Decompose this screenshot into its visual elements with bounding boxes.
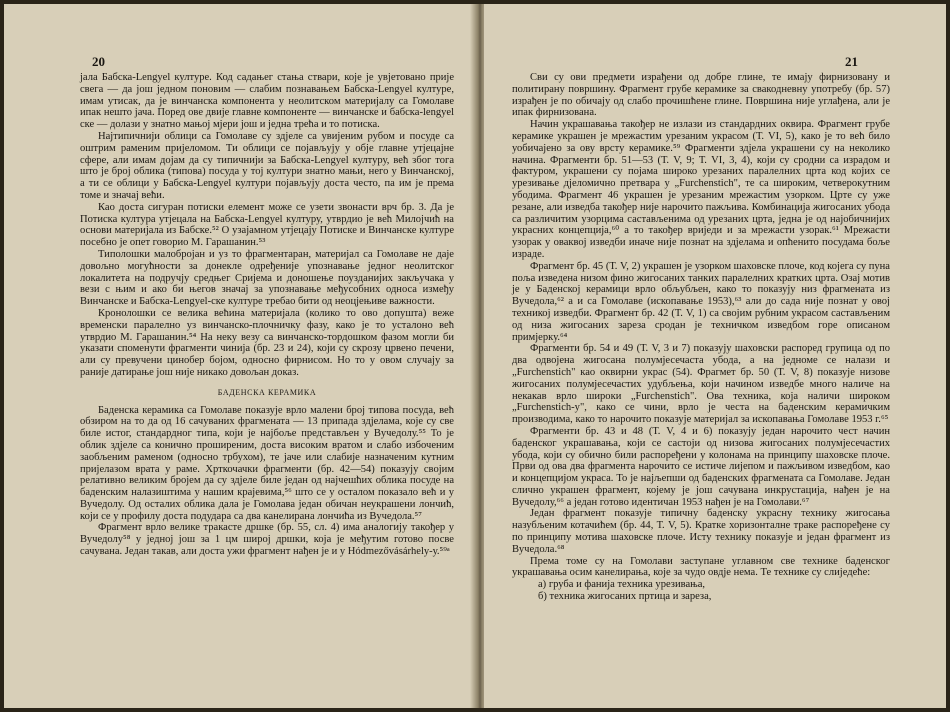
paragraph: Фрагменти бр. 54 и 49 (Т. V, 3 и 7) показују шаховски распоред групица од по два одвојена жигосана полумјесечаста убода, а на једноме се налази и „Furchenstich" као оквирни украс (54). Фрагмет бр. 50 (Т. V, 8) показује низове жигосаних полумјесечастих удубљења, који начином изведбе много наличе на некакав врло широки „Furchenstich". Ова техника, која наличи широком „Furchenstich-у", како се чини, врло је честа на баденским керамичким производима, како то нарочито показује материјал за ископавања Гомолаве 1953 г.⁶⁵ [512, 343, 890, 426]
left-page-text [80, 72, 454, 558]
list-item: а) груба и фанија техника урезивања, [538, 579, 706, 591]
paragraph: Фрагменти бр. 43 и 48 (Т. V, 4 и 6) показују један нарочито чест начин баденског украшавања, који се састоји од низова жигосаних полумјесечастих убода, који су обично били распоређени у колонама на принципу шаховске плоче. Први од ова два фрагмента нарочито се истиче лијепом и пажљивом изведбом, као и концепцијом украса. То је најљепши од баденских фрагмената са Гомолаве. Један слично украшен фрагмент, којему је још сачувана инкрустација, нађен је на Вучедолу,⁶⁶ а један готово идентичан 1953 нађен је на Гомолави.⁶⁷ [512, 425, 890, 508]
list-item: б) техника жигосаних пртица и зареза, [538, 591, 712, 603]
paragraph: Најтипичнији облици са Гомолаве су здјеле са увијеним рубом и посуде са оштрим раменим пријеломом. Ти облици се појављују у обје главне утјецајне сфере, али имам дојам да су типичнији за Бабска-Lengyel културу, већ због тога што је број облика (типова) посуда у тој култури знатно мањи, него у Винчанској, а ти се облици у Бабска-Lengyel култури појављују доста често, па им је према томе и значај већи. [80, 130, 454, 201]
paragraph: Фрагмент бр. 45 (Т. V, 2) украшен је узорком шаховске плоче, код којега су пуна поља изведена низом фино жигосаних танких паралелних кратких црта. Озај мотив је у Баденској керамици врло обљубљен, како то показују низ фрагмената из Вучедола,⁶² а и са Гомолаве (ископавање 1953),⁶³ али до сада није познат у овој техникој изведби. Фрагмент бр. 42 (Т. V, 1) са својим рубним украсом састављеним од низа жигосаних зареза сродан је техничком изведбом горе описаном примјерку.⁶⁴ [512, 260, 890, 343]
paragraph: Типолошки малобројан и уз то фрагментаран, материјал са Гомолаве не даје довољно могућности за донекле одређеније упознавање једног неолитског локалитета на подручју средњег Сријема и доношење поузданијих закључака у вези с њим и ако би његов значај за упознавање међусобних односа између Винчанске и Бабска-Lengyel-ске културе требао бити од неоцјењиве важности. [80, 248, 454, 308]
paragraph: Начин украшавања такођер не излази из стандардних оквира. Фрагмент грубе керамике украшен је мрежастим урезаним украсом (Т. VI, 5), како је то већ било уобичајено за ову врсту керамике.⁵⁹ Фрагменти здјела украшени су на неколико начина. Фрагменти бр. 51—53 (Т. V, 9; Т. VI, 3, 4), који су сродни са израдом и фактуром, украшени су појама широко урезаних паралелних црта код којих се урезивање дјеломично претвара у „Furchenstich", те са широким, четверокутним убодима. Фрагмент 46 украшен је урезаним мрежастим узорком. Црте су уже резане, али изведба такођер није нарочито пажљива. Комбинација жигосаних убода са различитим узорцима састављенима од урезаних црта, једна је од најобичнијих украсних концепција,⁶⁰ а то такођер вриједи и за мрежасти узорак.⁶¹ Мрежасти узорак у оваквој изведби иначе није познат на здјелама и опћенито посудама боље израде. [512, 119, 890, 260]
paragraph: Баденска керамика са Гомолаве показује врло малени број типова посуда, већ обзиром на то да од 16 сачуваних фрагмената — 13 припада здјелама, које су све биле истог, стандардног типа, који је најбоље представљен у Вучедолу.⁵⁵ То је облик здјеле са конично проширеним, доста високим вратом и слабо избоченим заобљеним раменом (односно трбухом), те јаче или слабије назначеним кутним пријелазом врата у раме. Хрткочачки фрагменти (бр. 42—54) показују својим релативно великим бројем да су здјеле биле један од најчешћих облика посуде на баденским налазиштима у нашим крајевима,⁵⁶ што се у осталом показало већ и у Вучедолу. Од осталих облика дала је Гомолава један обичан неукрашени лончић, који се у профилу доста подудара са два канелирана лончића из Вучедола.⁵⁷ [80, 404, 454, 522]
left-page [4, 4, 476, 708]
right-page [484, 4, 946, 708]
paragraph: Један фрагмент показује типичну баденску украсну технику жигосања назубљеним котачићем (бр. 44, Т. V, 5). Кратке хоризонталне траке распоређене су по принципу мотива шаховске плоче. Исту технику показује и један фрагмент из Вучедола.⁶⁸ [512, 508, 890, 555]
page-number-right: 21 [845, 54, 858, 69]
paragraph: Као доста сигуран потиски елемент може се узети звонасти врч бр. 3. Да је Потиска култура утјецала на Бабска-Lengyel културу, утврдио је већ Милојчић на основи материјала из Бабске.⁵² О узајамном утјецају Потиске и Винчанске културе посебно је опет говорио М. Гарашанин.⁵³ [80, 201, 454, 249]
paragraph: Према томе су на Гомолави заступане углавном све технике баденског украшавања осим канелирања, које за чудо овдје нема. Те технике су слиједеће: [512, 555, 890, 579]
right-page-text [512, 72, 890, 603]
paragraph: Фрагмент врло велике тракасте дршке (бр. 55, сл. 4) има аналогију такођер у Вучедолу⁵⁸ у једној још за 1 цм ширoj дршки, која је међутим готово посве сачувана. Један такав, али доста ужи фрагмент нађен је и у Hódmezővásárhely-у.⁵⁹ᵃ [80, 522, 454, 558]
paragraph: јала Бабска-Lengyel културе. Код садањег стања ствари, које је увјетовано прије свега — да још једном поновим — слабим познавањем Бабска-Lengyel културе, имам утисак, да је винчанска компонента у неолитском материјалу са Гомолаве ипак нешто јача. Поред ове двије главне компоненте — винчанске и бабска-lengyel ске — долази у знатно мањој мјери још и једна трећа и то потиска. [80, 72, 454, 131]
paragraph: Кронолошки се велика већина материјала (колико то ово допушта) веже временски паралелно уз винчанско-плочничку фазу, како је то усталоно већ утврдио М. Гарашанин.⁵⁴ На неку везу са винчанско-тордошком фазом могли би указати споменути фрагменти чиниjа (бр. 23 и 24), који су скрозу црвено печени, али су превучени цинобер бојом, односно фирнисом. Но то у овом случају за раније датирање још није никако довољан доказ. [80, 307, 454, 378]
paragraph: Сви су ови предмети израђени од добре глине, те имају фирнизовану и политирану површину. Фрагмент грубе керамике за свакодневну употребу (бр. 57) израђен је по обичају од слабо прочишћене глине. Површина није углађена, али је ипак фирнизована. [512, 72, 890, 119]
section-heading: БАДЕНСКА КЕРАМИКА [217, 387, 317, 397]
page-number-left: 20 [92, 54, 105, 69]
